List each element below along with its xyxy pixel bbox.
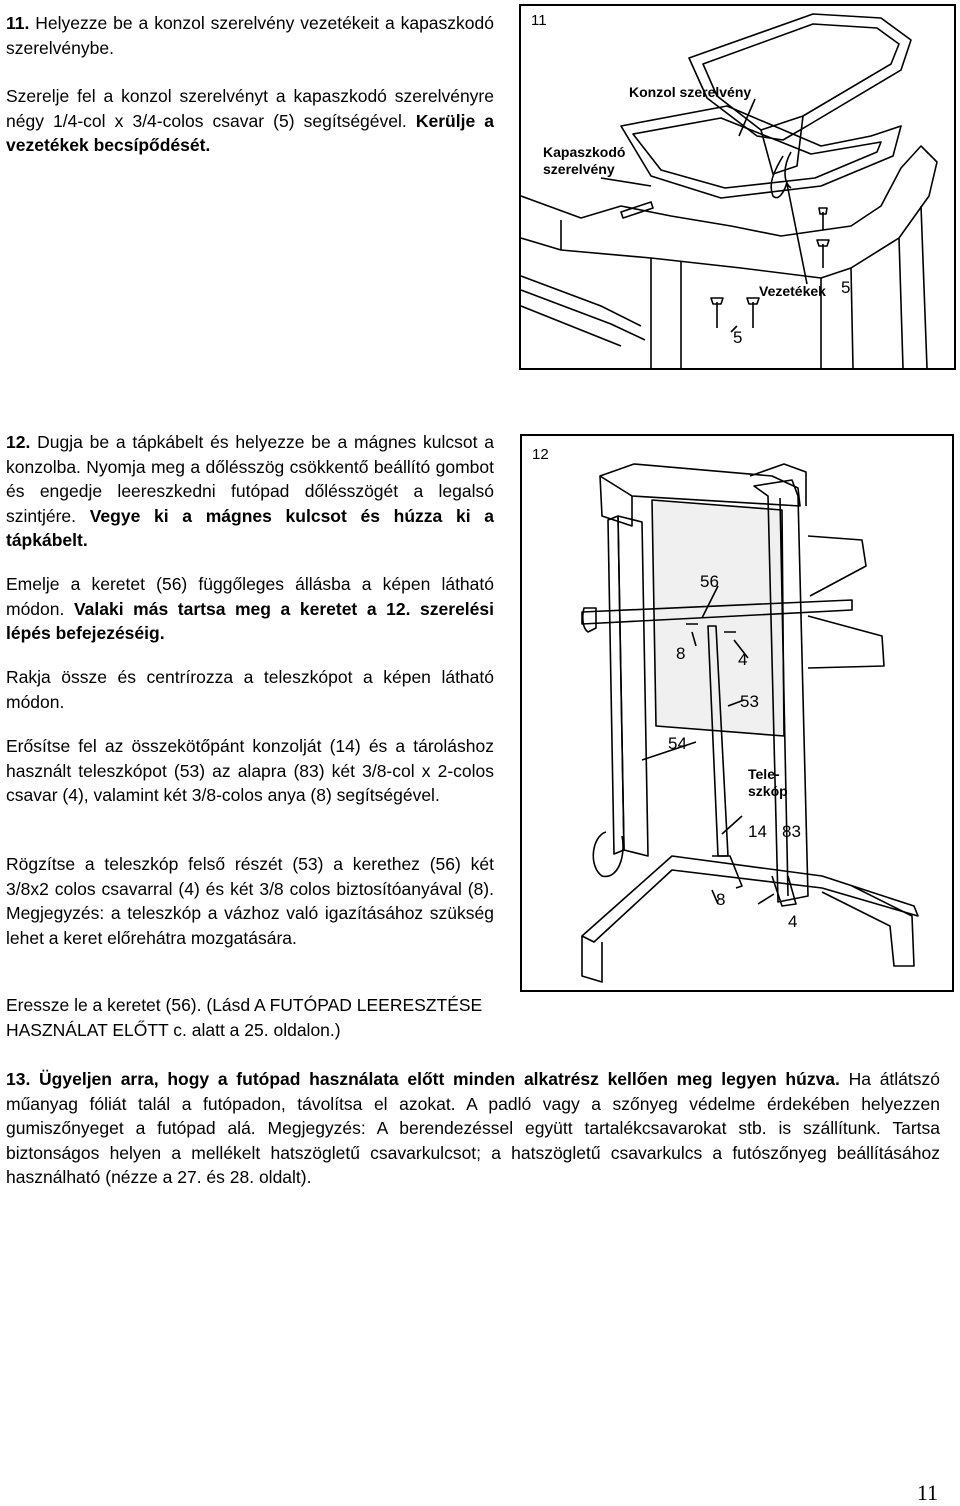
figure-11	[519, 4, 956, 370]
label-console-assembly: Konzol szerelvény	[629, 84, 752, 100]
part-14: 14	[748, 822, 767, 841]
page-number: 11	[916, 1480, 938, 1505]
part-53: 53	[740, 692, 759, 711]
label-handrail-assembly-line1: Kapaszkodó	[543, 144, 626, 160]
figure-11-number: 11	[531, 12, 547, 29]
step12-p6: Eressze le a keretet (56). (Lásd A FUTÓPAD LEERESZTÉSE HASZNÁLAT ELŐTT c. alatt a 25. oldalon.)	[6, 995, 483, 1040]
step12-p1-text: Dugja be a tápkábelt és helyezze be a mágnes kulcsot a konzolba. Nyomja meg a dőlésszög csökkentő beállító gombot és engedje leereszkedni futópad dőlésszögét a legalsó szintjére.	[6, 432, 494, 526]
part-4-lower: 4	[788, 912, 798, 931]
part-8-upper: 8	[676, 644, 686, 663]
label-telescope-line1: Tele-	[748, 766, 780, 782]
step12-p5: Rögzítse a teleszkóp felső részét (53) a kerethez (56) két 3/8x2 colos csavarral (4) és két 3/8 colos biztosítóanyával (8). Megjegyzés: a teleszkóp a vázhoz való igazításához szükség lehet a keret előrehátra mozgatására.	[6, 854, 494, 948]
label-telescope-line2: szkóp	[748, 783, 788, 799]
figure-12-drawing	[522, 436, 952, 990]
step11-warning: Kerülje a vezetékek becsípődését.	[6, 110, 494, 155]
step11-number: 11.	[6, 13, 30, 33]
part-5-bottom: 5	[733, 328, 743, 347]
step13-number: 13.	[6, 1069, 31, 1089]
part-83: 83	[782, 822, 801, 841]
step11-body	[6, 84, 494, 158]
step11-body-text: Szerelje fel a konzol szerelvényt a kapaszkodó szerelvényre négy 1/4-col x 3/4-colos csavar (5) segítségével.	[6, 86, 494, 131]
step12-p1-warning: Vegye ki a mágnes kulcsot és húzza ki a tápkábelt.	[6, 505, 494, 550]
figure-11-drawing	[521, 6, 954, 368]
part-5-right: 5	[841, 278, 851, 297]
label-handrail-assembly-line2: szerelvény	[543, 161, 615, 177]
step12-p4: Erősítse fel az összekötőpánt konzolját (14) és a tároláshoz használt teleszkópot (53) az alapra (83) két 3/8-col x 2-colos csavar (4), valamint két 3/8-colos anya (8) segítségével.	[6, 736, 494, 805]
part-8-lower: 8	[716, 890, 726, 909]
label-wires: Vezetékek	[759, 283, 826, 299]
step13-warning: Ügyeljen arra, hogy a futópad használata előtt minden alkatrész kellően meg legyen húzva.	[30, 1069, 840, 1089]
part-54: 54	[668, 734, 687, 753]
step12-p2-warning: Valaki más tartsa meg a keretet a 12. szerelési lépés befejezéséig.	[6, 598, 494, 643]
step12-p2	[6, 572, 494, 646]
step12-p2-text: Emelje a keretet (56) függőleges állásba a képen látható módon.	[6, 574, 494, 619]
step13	[6, 1067, 940, 1190]
part-4-upper: 4	[738, 650, 748, 669]
step11-intro	[6, 11, 494, 60]
step12-p3: Rakja össze és centrírozza a teleszkópot a képen látható módon.	[6, 667, 494, 712]
step12-p1	[6, 430, 494, 553]
step11-intro-text: Helyezze be a konzol szerelvény vezetékeit a kapaszkodó szerelvénybe.	[6, 13, 494, 58]
step13-body: Ha átlátszó műanyag fóliát talál a futópadon, távolítsa el azokat. A padló vagy a szőnyeg védelme érdekében helyezzen gumiszőnyeget a futópad alá. Megjegyzés: A berendezéssel együtt tartalékcsavarokat stb. is szállítunk. Tartsa biztonságos helyen a mellékelt hatszögletű csavarkulcsot; a hatszögletű csavarkulcs a futószőnyeg beállításához használható (nézze a 27. és 28. oldalt).	[6, 1069, 941, 1187]
figure-12-number: 12	[532, 446, 549, 463]
part-56: 56	[700, 572, 719, 591]
figure-12	[520, 434, 954, 992]
step12-number: 12.	[6, 432, 31, 452]
